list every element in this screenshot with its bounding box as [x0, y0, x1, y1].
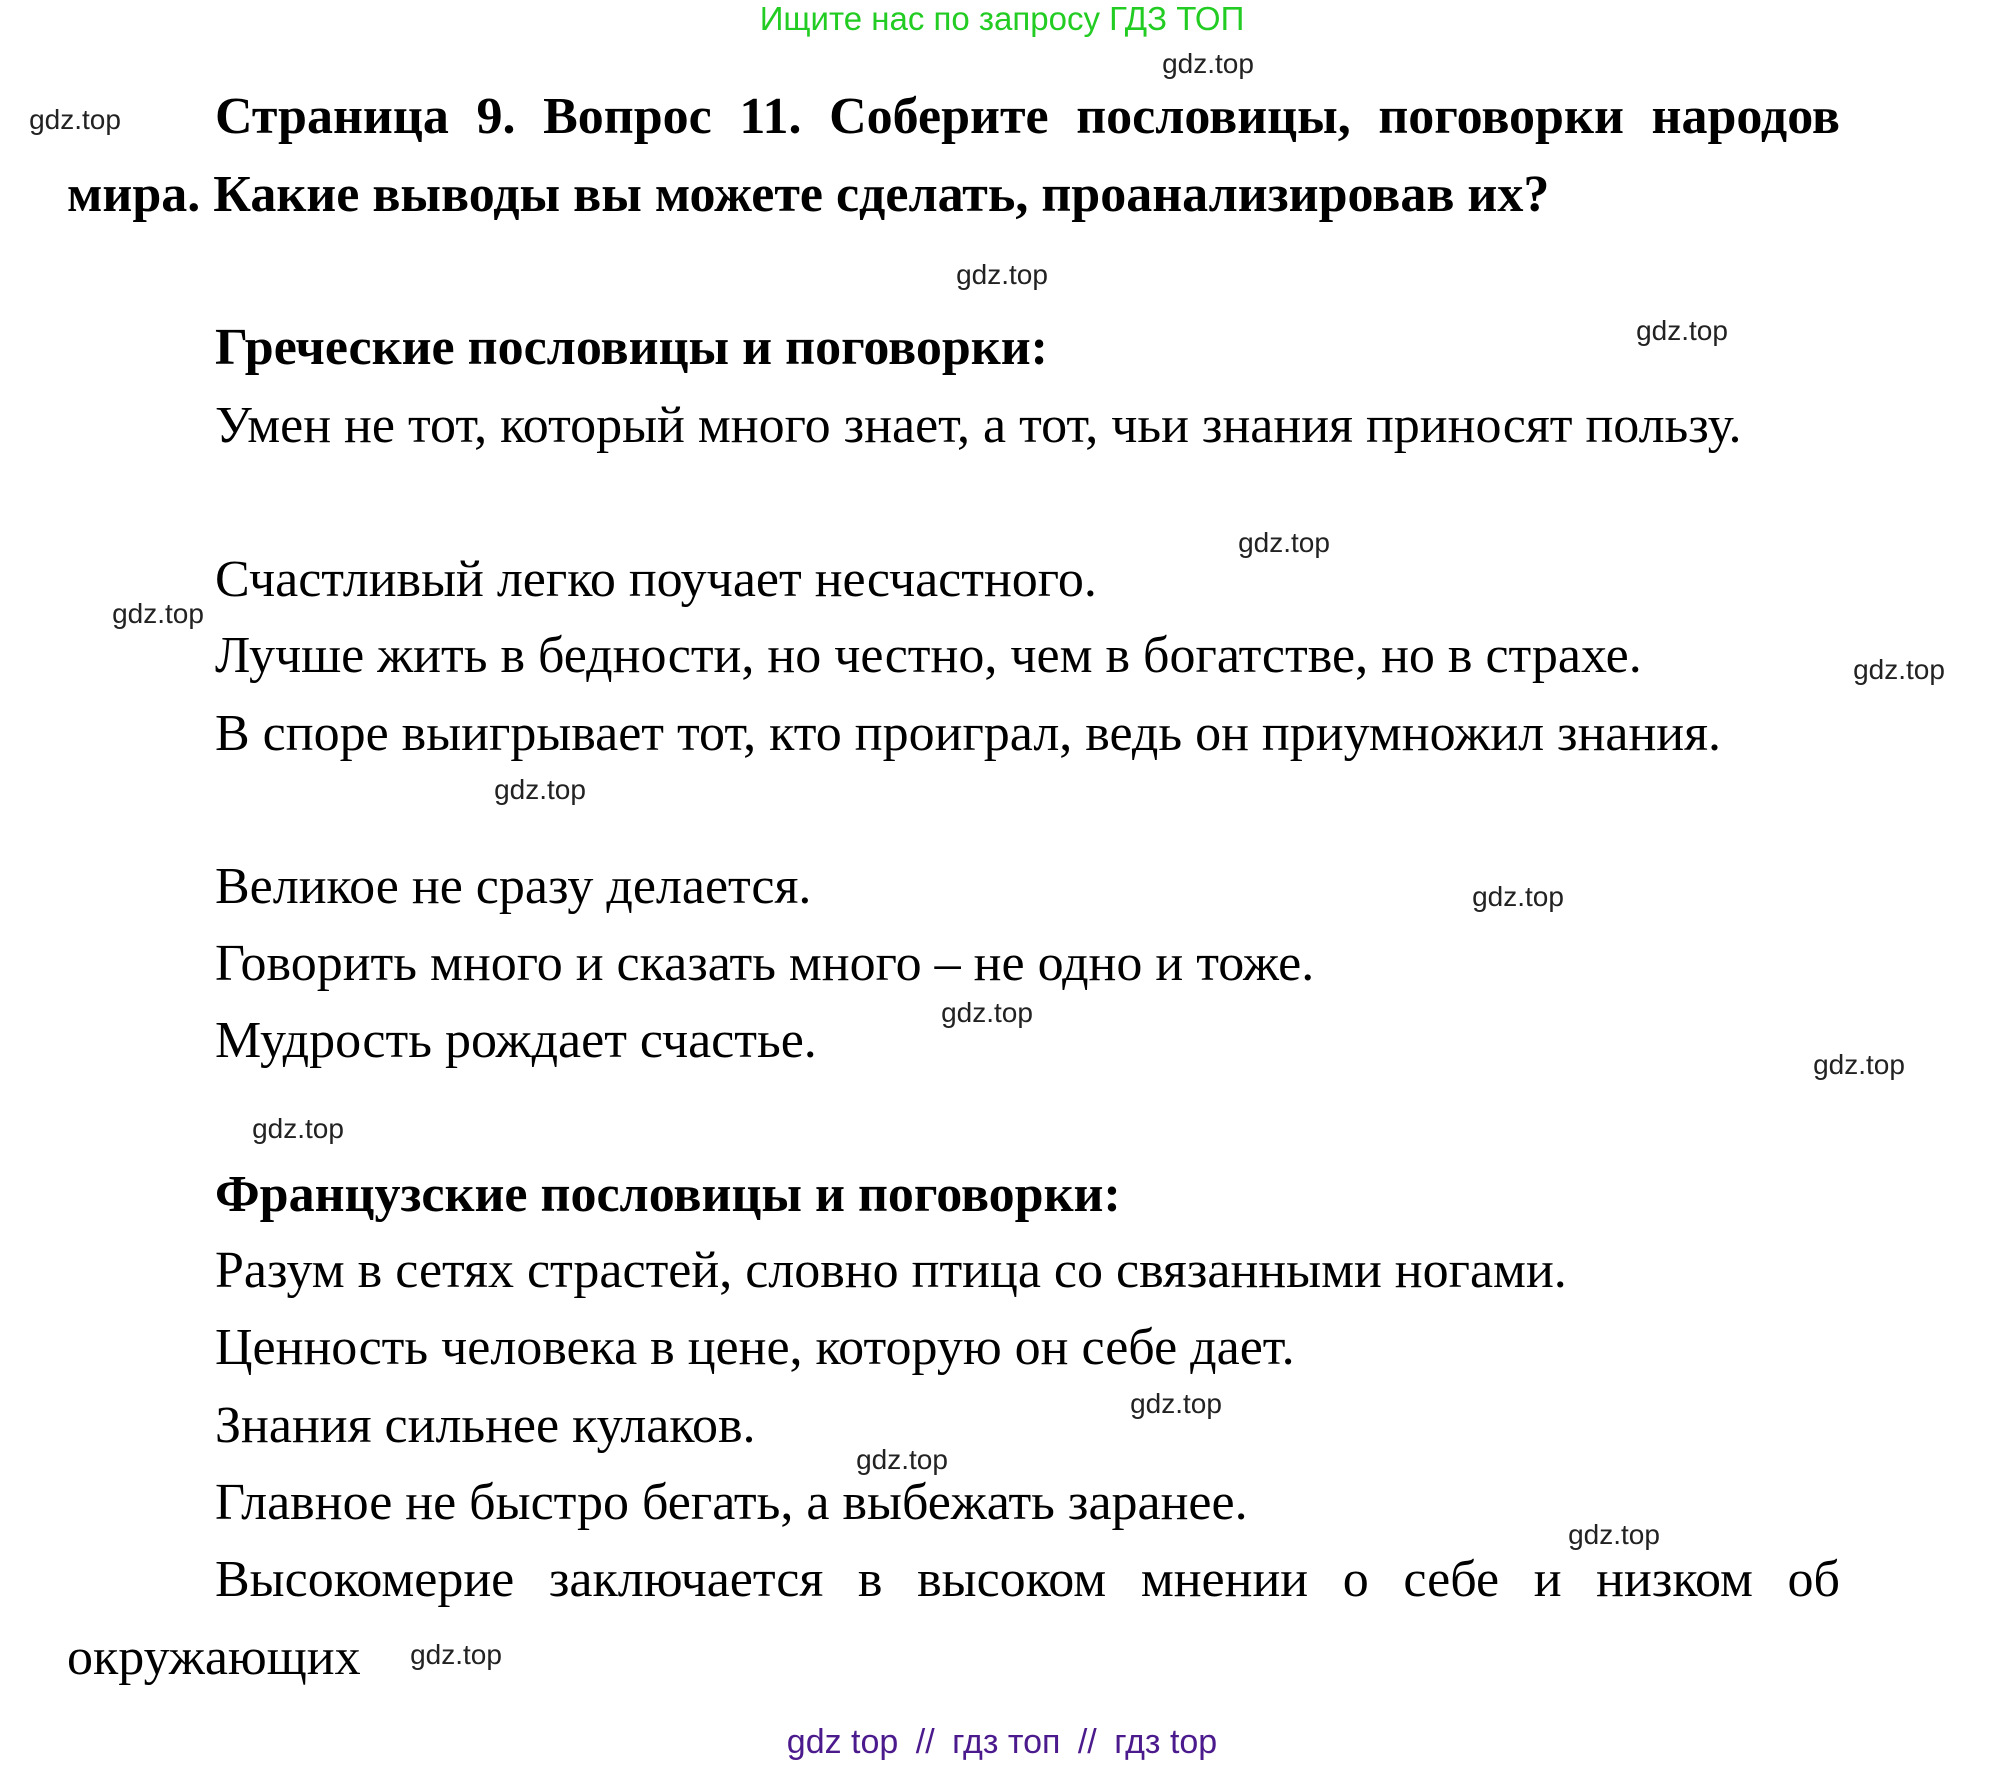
proverb: Мудрость рождает счастье.: [215, 1012, 817, 1069]
section-heading-french: Французские пословицы и поговорки:: [215, 1166, 1121, 1223]
footer-link-gdz-top[interactable]: gdz top: [786, 1723, 899, 1761]
watermark: gdz.top: [1130, 1388, 1222, 1419]
watermark: gdz.top: [1472, 881, 1564, 912]
proverb: В споре выигрывает тот, кто проиграл, ведь он приумножил знания.: [215, 705, 1722, 762]
proverb: Высокомерие заключается в высоком мнении о себе и низком об окружающих: [67, 1551, 1840, 1686]
proverb: Лучше жить в бедности, но честно, чем в богатстве, но в страхе.: [215, 627, 1642, 684]
proverb: Главное не быстро бегать, а выбежать заранее.: [215, 1474, 1248, 1531]
watermark: gdz.top: [1636, 315, 1728, 346]
proverb: Разум в сетях страстей, словно птица со связанными ногами.: [215, 1242, 1567, 1299]
proverb: Счастливый легко поучает несчастного.: [215, 551, 1097, 608]
search-banner: Ищите нас по запросу ГДЗ ТОП: [759, 0, 1245, 37]
watermark: gdz.top: [410, 1639, 502, 1670]
watermark: gdz.top: [112, 598, 204, 629]
watermark: gdz.top: [856, 1444, 948, 1475]
watermark: gdz.top: [29, 104, 121, 135]
proverb: Ценность человека в цене, которую он себе дает.: [215, 1319, 1295, 1376]
proverb: Умен не тот, который много знает, а тот, чьи знания приносят пользу.: [215, 397, 1742, 454]
question-title: Страница 9. Вопрос 11. Соберите пословицы, поговорки народов мира. Какие выводы вы можете сделать, проанализировав их?: [67, 88, 1840, 223]
watermark: gdz.top: [1813, 1049, 1905, 1080]
section-heading-greek: Греческие пословицы и поговорки:: [215, 319, 1048, 376]
proverb: Говорить много и сказать много – не одно и тоже.: [215, 935, 1315, 992]
watermark: gdz.top: [494, 774, 586, 805]
watermark: gdz.top: [1162, 48, 1254, 79]
watermark: gdz.top: [941, 997, 1033, 1028]
watermark: gdz.top: [956, 259, 1048, 290]
footer-link-gdz-top-ru[interactable]: гдз топ: [952, 1723, 1061, 1761]
proverb: Знания сильнее кулаков.: [215, 1397, 756, 1454]
watermark: gdz.top: [1568, 1519, 1660, 1550]
footer-link-gdz-top-mixed[interactable]: гдз top: [1114, 1723, 1218, 1761]
footer: [0, 1722, 2004, 1762]
footer-separator: //: [915, 1723, 935, 1761]
watermark: gdz.top: [1853, 654, 1945, 685]
watermark: gdz.top: [252, 1113, 344, 1144]
proverb: Великое не сразу делается.: [215, 858, 812, 915]
footer-separator: //: [1077, 1723, 1097, 1761]
watermark: gdz.top: [1238, 527, 1330, 558]
